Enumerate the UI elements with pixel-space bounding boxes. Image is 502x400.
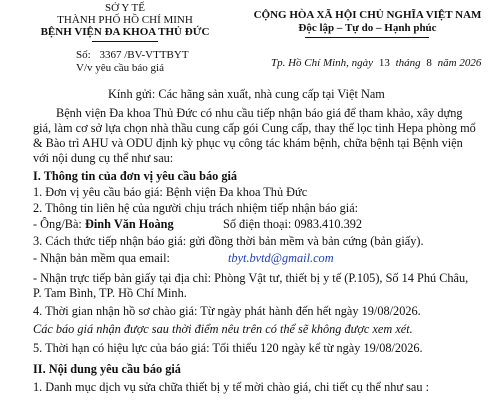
section-1-item-4: 4. Thời gian nhận hồ sơ chào giá: Từ ngày phát hành đến hết ngày 19/08/2026. bbox=[33, 304, 421, 318]
date-month: 8 bbox=[426, 57, 432, 69]
email-label: - Nhận bản mềm qua email: bbox=[33, 251, 170, 265]
number-prefix: Số: bbox=[76, 49, 91, 61]
national-title: CỘNG HÒA XÃ HỘI CHỦ NGHĨA VIỆT NAM bbox=[253, 9, 482, 21]
greeting: Kính gửi: Các hãng sản xuất, nhà cung cấp tại Việt Nam bbox=[108, 87, 385, 101]
section-1-item-2: 2. Thông tin liên hệ của người chịu trách nhiệm tiếp nhận báo giá: bbox=[33, 201, 359, 215]
date-year: năm 2026 bbox=[437, 57, 482, 69]
national-motto: Độc lập – Tự do – Hạnh phúc bbox=[298, 22, 437, 34]
section-1-item-5: 5. Thời hạn có hiệu lực của báo giá: Tối thiểu 120 ngày kể từ ngày 19/08/2026. bbox=[33, 341, 423, 355]
section-2-title: II. Nội dung yêu cầu báo giá bbox=[33, 362, 181, 376]
date-day: 13 bbox=[378, 57, 390, 69]
section-1-item-3: 3. Cách thức tiếp nhận báo giá: gửi đồng thời bản mềm và bản cứng (bản giấy). bbox=[33, 234, 424, 248]
date-place: Tp. Hồ Chí Minh, ngày bbox=[271, 57, 374, 69]
intro-line-4: với nội dung cụ thể như sau: bbox=[33, 151, 174, 165]
document-number bbox=[76, 49, 189, 61]
section-1-item-1: 1. Đơn vị yêu cầu báo giá: Bệnh viện Đa khoa Thủ Đức bbox=[33, 185, 308, 199]
late-note: Các báo giá nhận được sau thời điểm nêu trên có thể sẽ không được xem xét. bbox=[33, 322, 413, 336]
city-name: THÀNH PHỐ HỒ CHÍ MINH bbox=[57, 14, 193, 26]
section-2-item-1: 1. Danh mục dịch vụ sửa chữa thiết bị y tế mời chào giá, chi tiết cụ thể như sau : bbox=[33, 380, 429, 394]
document-subject: V/v yêu cầu báo giá bbox=[76, 62, 164, 74]
contact-name: Đinh Văn Hoàng bbox=[85, 217, 174, 231]
number-value: 3367 /BV-VTTBYT bbox=[99, 49, 189, 61]
intro-line-1: Bệnh viện Đa khoa Thủ Đức có nhu cầu tiếp nhận báo giá để tham khảo, xây dựng bbox=[56, 106, 463, 120]
intro-line-3: & Bào trì AHU và ODU định kỳ phục vụ công tác khám bệnh, chữa bệnh tại Bệnh viện bbox=[33, 136, 463, 150]
header-left-underline bbox=[92, 41, 158, 42]
hospital-name: BỆNH VIỆN ĐA KHOA THỦ ĐỨC bbox=[40, 26, 210, 38]
agency-name: SỞ Y TẾ bbox=[105, 2, 145, 14]
hard-copy-line-1: - Nhận trực tiếp bản giấy tại địa chỉ: Phòng Vật tư, thiết bị y tế (P.105), Số 14 Phú Châu, bbox=[33, 271, 469, 285]
document-date bbox=[271, 57, 481, 69]
hard-copy-line-2: P. Tam Bình, TP. Hồ Chí Minh. bbox=[33, 286, 187, 300]
header-right-underline bbox=[305, 37, 429, 38]
intro-line-2: giá, làm cơ sở lựa chọn nhà thầu cung cấp gói Cung cấp, thay thế lọc tinh Hepa phòng mổ bbox=[33, 121, 476, 135]
contact-phone: Số điện thoại: 0983.410.392 bbox=[223, 217, 363, 231]
date-month-word: tháng bbox=[395, 57, 421, 69]
section-1-title: I. Thông tin của đơn vị yêu cầu báo giá bbox=[33, 169, 238, 183]
email-address[interactable]: tbyt.bvtd@gmail.com bbox=[228, 251, 334, 265]
contact-prefix: - Ông/Bà: bbox=[33, 217, 82, 231]
